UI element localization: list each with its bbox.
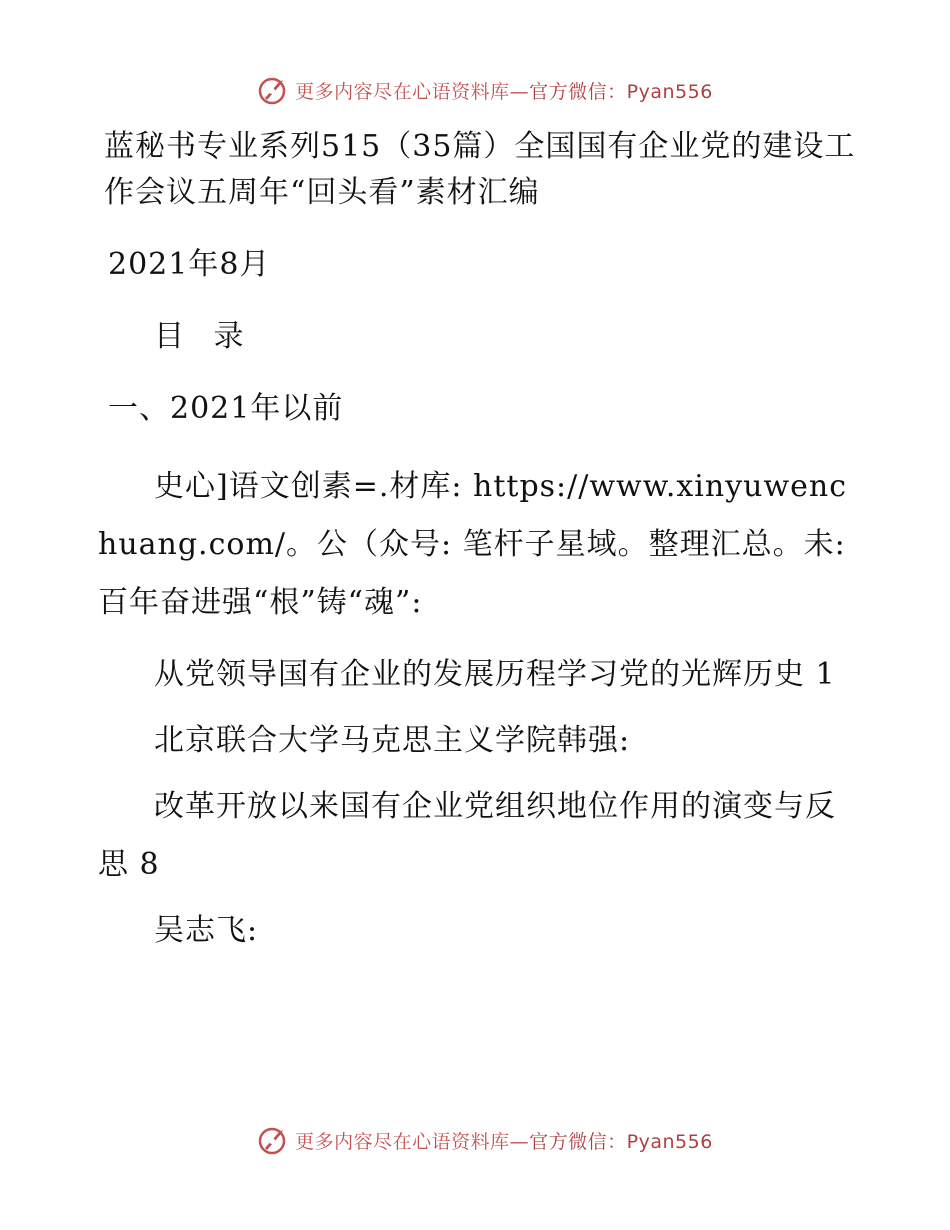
toc-item: 从党领导国有企业的发展历程学习党的光辉历史 1 (154, 657, 836, 692)
pen-logo-icon (257, 74, 289, 106)
header-banner (0, 70, 950, 110)
document-date: 2021年8月 (108, 247, 271, 282)
banner-inner (257, 1124, 713, 1156)
banner-text: 更多内容尽在心语资料库—官方微信：Pyan556 (295, 1130, 713, 1153)
toc-item: 改革开放以来国有企业党组织地位作用的演变与反思 8 (98, 789, 836, 882)
pen-logo-icon (257, 1124, 289, 1156)
source-line: 史心]语文创素=.材库: https://www.xinyuwenchuang.com/。公（众号: 笔杆子星域。整理汇总。未: 百年奋进强“根”铸“魂”: (98, 469, 848, 620)
document-title: 蓝秘书专业系列515（35篇）全国国有企业党的建设工作会议五周年“回头看”素材汇编 (104, 129, 856, 210)
toc-author: 北京联合大学马克思主义学院韩强: (154, 723, 631, 758)
banner-text: 更多内容尽在心语资料库—官方微信：Pyan556 (295, 80, 713, 103)
document-body (98, 124, 858, 954)
toc-author: 吴志飞: (154, 913, 259, 948)
banner-inner (257, 74, 713, 106)
section-heading: 一、2021年以前 (108, 391, 344, 426)
toc-heading: 目 录 (154, 319, 254, 354)
footer-banner (0, 1120, 950, 1160)
